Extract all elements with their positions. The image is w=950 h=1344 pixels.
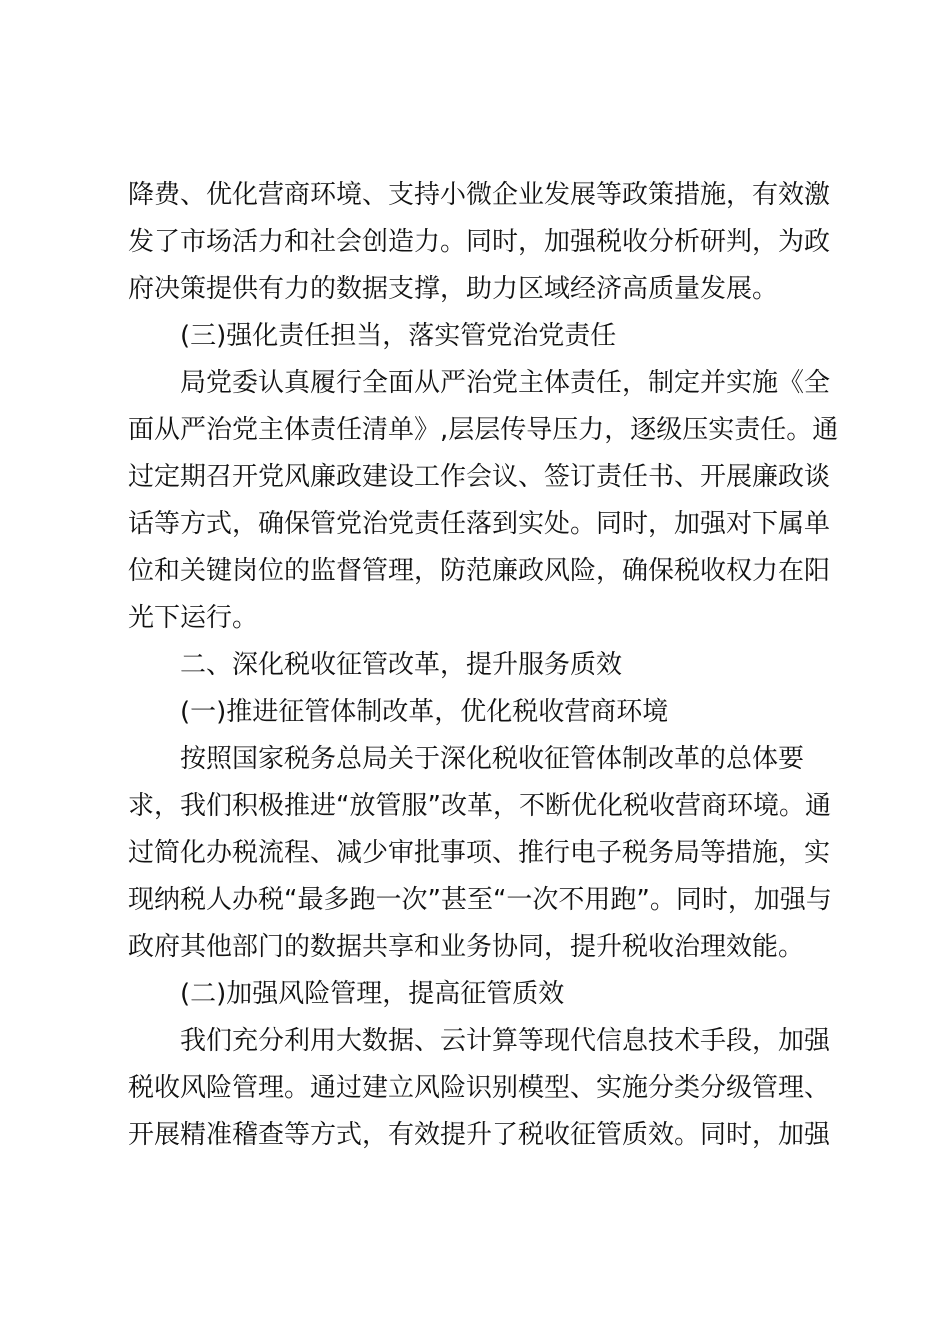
body-text-line: 开展精准稽查等方式，有效提升了税收征管质效。同时，加强 [128, 1120, 831, 1150]
body-text-line: 降费、优化营商环境、支持小微企业发展等政策措施，有效激 [128, 180, 831, 210]
body-text-line: 求，我们积极推进“放管服”改革，不断优化税收营商环境。通 [128, 791, 831, 821]
body-text-line: 政府其他部门的数据共享和业务协同，提升税收治理效能。 [128, 932, 805, 962]
subsection-heading: (三)强化责任担当，落实管党治党责任 [180, 321, 617, 351]
body-text-line: 过定期召开党风廉政建设工作会议、签订责任书、开展廉政谈 [128, 462, 831, 492]
subsection-heading: (一)推进征管体制改革，优化税收营商环境 [180, 697, 669, 727]
body-text-line: 面从严治党主体责任清单》,层层传导压力，逐级压实责任。通 [128, 415, 839, 445]
body-text-line: 过简化办税流程、减少审批事项、推行电子税务局等措施，实 [128, 838, 831, 868]
body-text-line: 府决策提供有力的数据支撑，助力区域经济高质量发展。 [128, 274, 779, 304]
body-text-line: 我们充分利用大数据、云计算等现代信息技术手段，加强 [180, 1026, 831, 1056]
body-text-line: 局党委认真履行全面从严治党主体责任，制定并实施《全 [180, 368, 831, 398]
body-text-line: 发了市场活力和社会创造力。同时，加强税收分析研判，为政 [128, 227, 831, 257]
body-text-line: 现纳税人办税“最多跑一次”甚至“一次不用跑”。同时，加强与 [128, 885, 832, 915]
subsection-heading: (二)加强风险管理，提高征管质效 [180, 979, 565, 1009]
body-text-line: 话等方式，确保管党治党责任落到实处。同时，加强对下属单 [128, 509, 831, 539]
body-text-line: 光下运行。 [128, 603, 259, 633]
body-text-line: 税收风险管理。通过建立风险识别模型、实施分类分级管理、 [128, 1073, 831, 1103]
body-text-line: 位和关键岗位的监督管理，防范廉政风险，确保税收权力在阳 [128, 556, 831, 586]
body-text-line: 按照国家税务总局关于深化税收征管体制改革的总体要 [180, 744, 805, 774]
section-heading: 二、深化税收征管改革，提升服务质效 [180, 650, 623, 680]
